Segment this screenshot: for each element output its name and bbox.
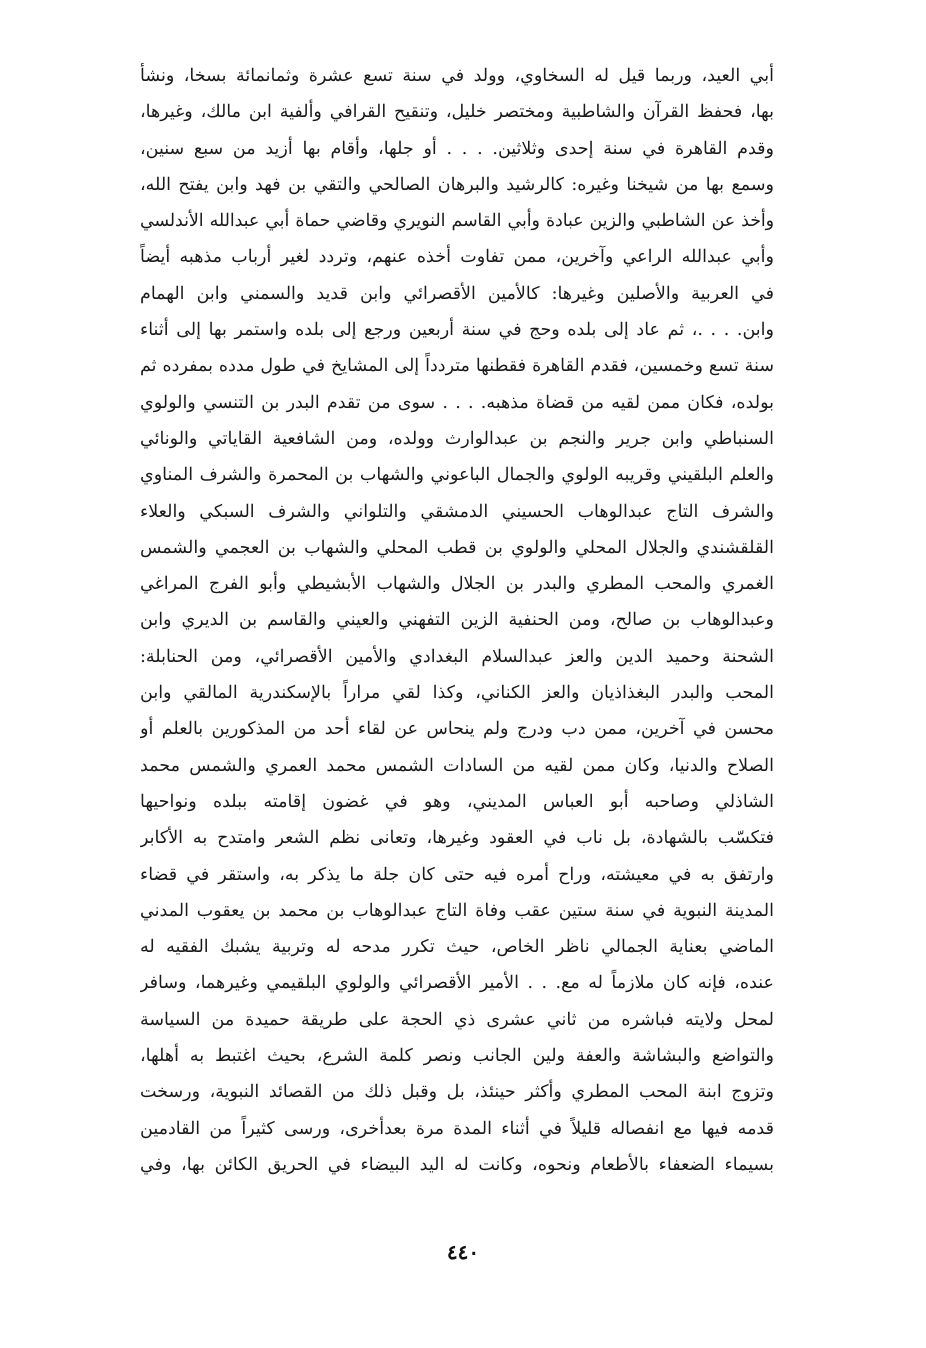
text-line: الصلاح والدنيا، وكان ممن لقيه من السادات الشمس محمد العمري والشمس محمد <box>140 755 774 776</box>
text-line: القلقشندي والجلال المحلي والولوي بن قطب المحلي والشهاب بن العجمي والشمس <box>140 537 774 558</box>
text-line: في العربية والأصلين وغيرها: كالأمين الأقصرائي وابن قديد والسمني وابن الهمام <box>140 283 774 304</box>
text-line: والشرف التاج عبدالوهاب الحسيني الدمشقي والتلواني والشرف السبكي والعلاء <box>140 501 774 522</box>
text-line: والعلم البلقيني وقريبه الولوي والجمال الباعوني والشهاب بن المحمرة والشرف المناوي <box>140 465 774 486</box>
text-line: وأخذ عن الشاطبي والزين عبادة وأبي القاسم النويري وقاضي حماة أبي عبدالله الأندلسي <box>140 211 774 232</box>
text-line: بولده، فكان ممن لقيه من قضاة مذهبه. . . . سوى من تقدم البدر بن التنسي والولوي <box>140 392 774 413</box>
text-line: عنده، فإنه كان ملازماً له مع. . . الأمير الأقصرائي والولوي البلقيمي وغيرهما، وسافر <box>140 973 774 994</box>
text-line: وابن. . . .، ثم عاد إلى بلده وحج في سنة أربعين ورجع إلى بلده واستمر بها إلى أثناء <box>140 320 774 341</box>
text-line: أبي العيد، وربما قيل له السخاوي، وولد في سنة تسع عشرة وثمانمائة بسخا، ونشأ <box>140 66 774 86</box>
text-line: وتزوج ابنة المحب المطري وأكثر حينئذ، بل وقبل ذلك من القصائد النبوية، ورسخت <box>140 1082 774 1103</box>
text-line: وأبي عبدالله الراعي وآخرين، ممن تفاوت أخذه عنهم، وتردد لغير أرباب مذهبه أيضاً <box>140 247 774 268</box>
text-line: الماضي بعناية الجمالي ناظر الخاص، حيث تكرر مدحه له وتربية يشبك الفقيه له <box>140 937 774 958</box>
text-line: وقدم القاهرة في سنة إحدى وثلاثين. . . . أو جلها، وأقام بها أزيد من سبع سنين، <box>140 138 774 159</box>
text-line: السنباطي وابن جرير والنجم بن عبدالوارث وولده، ومن الشافعية القاياتي والونائي <box>140 428 774 449</box>
text-line: محسن في آخرين، ممن دب ودرج ولم ينحاس عن لقاء أحد من المذكورين بالعلم أو <box>140 719 774 740</box>
text-line: الغمري والمحب المطري والبدر بن الجلال والشهاب الأبشيطي وأبو الفرج المراغي <box>140 574 774 595</box>
text-line: المحب والبدر البغذاذيان والعز الكناني، وكذا لقي مراراً بالإسكندرية المالقي وابن <box>140 683 774 704</box>
text-line: لمحل ولايته فباشره من ثاني عشرى ذي الحجة على طريقة حميدة من السياسة <box>140 1009 774 1030</box>
text-line: بها، فحفظ القرآن والشاطبية ومختصر خليل، وتنقيح القرافي وألفية ابن مالك، وغيرها، <box>140 102 774 123</box>
body-text <box>140 58 774 1183</box>
text-line: الشحنة وحميد الدين والعز عبدالسلام البغدادي والأمين الأقصرائي، ومن الحنابلة: <box>140 646 774 667</box>
text-line: المدينة النبوية في سنة ستين عقب وفاة التاج عبدالوهاب بن محمد بن يعقوب المدني <box>140 900 774 921</box>
page-number: ٤٤٠ <box>446 1240 480 1264</box>
text-line: فتكسّب بالشهادة، بل ناب في العقود وغيرها، وتعانى نظم الشعر وامتدح به الأكابر <box>140 828 774 849</box>
text-line: وارتفق به في معيشته، وراح أمره فيه حتى كان جلة ما يذكر به، واستقر في قضاء <box>140 864 774 885</box>
text-line: بسيماء الضعفاء بالأطعام ونحوه، وكانت له اليد البيضاء في الحريق الكائن بها، وفي <box>140 1154 774 1175</box>
text-line: والتواضع والبشاشة والعفة ولين الجانب ونصر كلمة الشرع، بحيث اغتبط به أهلها، <box>140 1046 774 1067</box>
text-line: قدمه فيها مع انفصاله قليلاً في أثناء المدة مرة بعدأخرى، ورسى كثيراً من القادمين <box>140 1118 774 1139</box>
text-line: سنة تسع وخمسين، فقدم القاهرة فقطنها متردداً إلى المشايخ في طول مدده بمفرده ثم <box>140 356 774 377</box>
text-line: وعبدالوهاب بن صالح، ومن الحنفية الزين التفهني والعيني والقاسم بن الديري وابن <box>140 610 774 631</box>
text-line: الشاذلي وصاحبه أبو العباس المديني، وهو في غضون إقامته ببلده ونواحيها <box>140 791 774 812</box>
text-line: وسمع بها من شيخنا وغيره: كالرشيد والبرهان الصالحي والتقي بن فهد وابن يفتح الله، <box>140 174 774 195</box>
